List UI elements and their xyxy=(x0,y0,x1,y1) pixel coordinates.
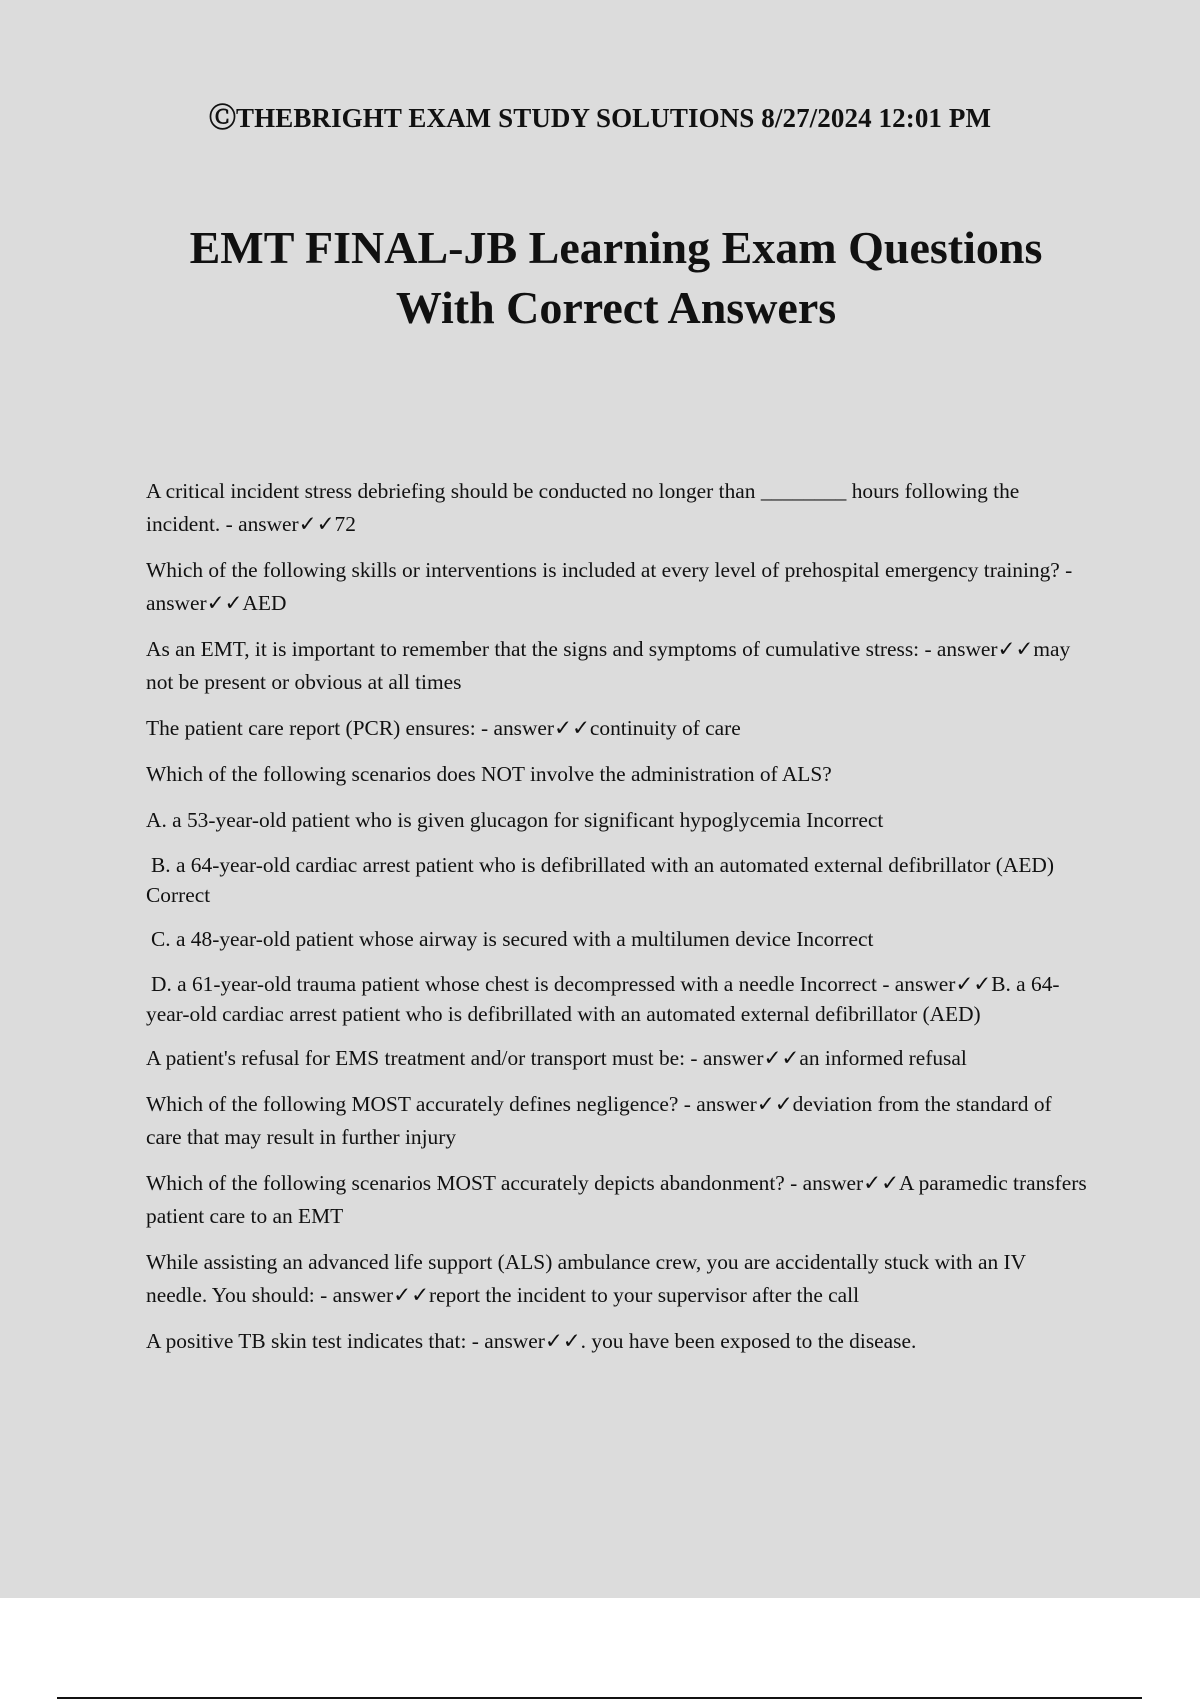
question-paragraph: A positive TB skin test indicates that: - answer✓✓. you have been exposed to the disease. xyxy=(146,1329,917,1353)
question-paragraph: As an EMT, it is important to remember that the signs and symptoms of cumulative stress: - answer✓✓may not be present or obvious at all times xyxy=(146,637,1071,694)
page-header: ⒸTHEBRIGHT EXAM STUDY SOLUTIONS 8/27/2024 12:01 PM xyxy=(208,103,992,133)
answer-option: C. a 48-year-old patient whose airway is secured with a multilumen device Incorrect xyxy=(151,927,874,951)
question-paragraph: The patient care report (PCR) ensures: - answer✓✓continuity of care xyxy=(146,716,741,740)
question-paragraph: Which of the following scenarios MOST accurately depicts abandonment? - answer✓✓A paramedic transfers patient care to an EMT xyxy=(146,1171,1087,1228)
footer-divider xyxy=(57,1697,1142,1699)
answer-option: D. a 61-year-old trauma patient whose chest is decompressed with a needle Incorrect - answer✓✓B. a 64-year-old cardiac arrest patient who is defibrillated with an automated external defibrillator (AED) xyxy=(146,972,1060,1026)
document-title xyxy=(60,218,1172,338)
title-line-1: EMT FINAL-JB Learning Exam Questions xyxy=(189,222,1043,273)
answer-option: B. a 64-year-old cardiac arrest patient who is defibrillated with an automated external defibrillator (AED) Correct xyxy=(146,853,1054,907)
question-list xyxy=(146,475,1091,1371)
question-paragraph: Which of the following MOST accurately defines negligence? - answer✓✓deviation from the standard of care that may result in further injury xyxy=(146,1092,1052,1149)
question-paragraph: Which of the following scenarios does NOT involve the administration of ALS? xyxy=(146,762,832,786)
question-paragraph: Which of the following skills or interventions is included at every level of prehospital emergency training? - answer✓✓AED xyxy=(146,558,1073,615)
title-line-2: With Correct Answers xyxy=(395,282,837,333)
answer-option: A. a 53-year-old patient who is given glucagon for significant hypoglycemia Incorrect xyxy=(146,808,884,832)
question-paragraph: A critical incident stress debriefing should be conducted no longer than ________ hours following the incident. - answer✓✓72 xyxy=(146,479,1020,536)
question-paragraph: While assisting an advanced life support (ALS) ambulance crew, you are accidentally stuck with an IV needle. You should: - answer✓✓report the incident to your supervisor after the call xyxy=(146,1250,1026,1307)
question-paragraph: A patient's refusal for EMS treatment and/or transport must be: - answer✓✓an informed refusal xyxy=(146,1046,967,1070)
